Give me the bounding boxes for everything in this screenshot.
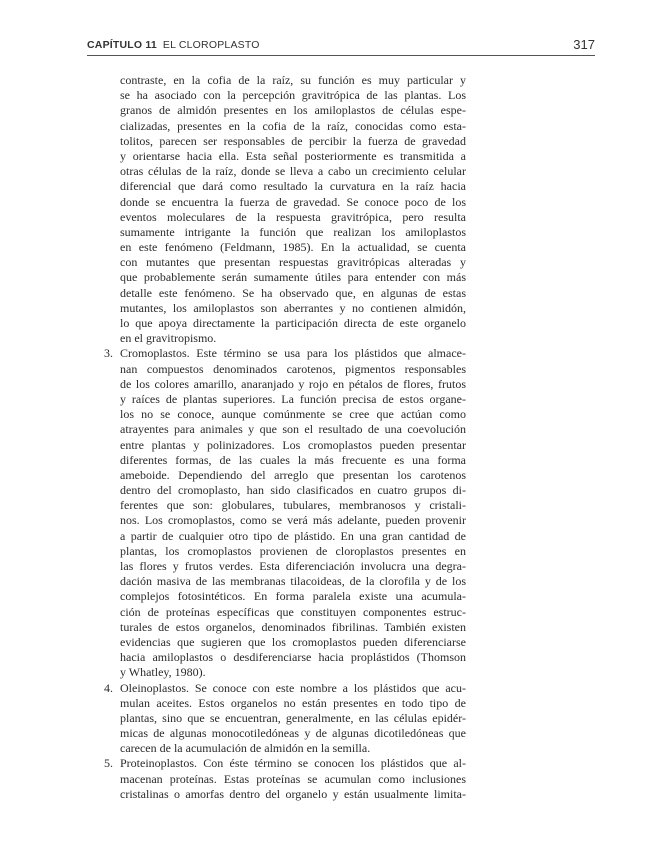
text-line: ameboide. Dependiendo del arreglo que presentan los carotenos [120,467,466,482]
text-line: donde se encuentra la fuerza de gravedad. Se conoce poco de los [120,194,466,209]
text-line: cristalinas o amorfas dentro del organelo y están usualmente limita- [120,786,466,801]
page-number: 317 [573,37,595,52]
numbered-list [104,346,466,802]
text-line: nos. Los cromoplastos, como se verá más adelante, pueden provenir [120,513,466,528]
text-line: las flores y frutos verdes. Esta diferenciación involucra una degra- [120,559,466,573]
text-line: otras células de la raíz, donde se lleva a cabo un crecimiento celular [120,164,466,179]
text-line: ción de proteínas específicas que constituyen componentes estruc- [120,604,466,619]
text-line: dación masiva de las membranas tilacoideas, de la clorofila y de los [120,574,466,589]
text-line: sumamente intrigante la función que realizan los amiloplastos [120,224,466,239]
text-line: hacia amiloplastos o desdiferenciarse hacia proplástidos (Thomson [120,650,466,665]
text-line: macenan proteínas. Estas proteínas se acumulan como inclusiones [120,771,466,786]
text-line: Cromoplastos. Este término se usa para los plástidos que almace- [120,346,466,361]
text-line: atrayentes para animales y que son el resultado de una coevolución [120,422,466,437]
text-line: diferencial que dará como resultado la curvatura en la raíz hacia [120,179,466,194]
text-line: los no se conoce, aunque comúnmente se cree que actúan como [120,407,466,422]
text-line: Proteinoplastos. Con éste término se conocen los plástidos que al- [120,756,466,771]
list-item [104,346,466,680]
text-line: turales de estos organelos, denominados fibrilinas. También existen [120,619,466,634]
text-line: Oleinoplastos. Se conoce con este nombre a los plástidos que acu- [120,680,466,695]
text-line: nan compuestos denominados carotenos, pigmentos responsables [120,361,466,376]
running-head [87,37,595,56]
list-item-number: 4. [104,680,113,695]
text-line: evidencias que sugieren que los cromoplastos pueden diferenciarse [120,634,466,649]
text-line: granos de almidón presentes en los amiloplastos de células espe- [120,103,466,118]
text-line: micas de algunas monocotiledóneas y de algunas dicotiledóneas que [120,726,466,741]
text-line: en este fenómeno (Feldmann, 1985). En la actualidad, se cuenta [120,240,466,255]
text-line: entre plantas y polinizadores. Los cromoplastos pueden presentar [120,437,466,452]
text-line: se ha asociado con la percepción gravitrópica de las plantas. Los [120,88,466,103]
text-line: contraste, en la cofia de la raíz, su función es muy particular y [120,73,466,87]
text-line: plantas, los cromoplastos provienen de cloroplastos presentes en [120,543,466,558]
continuation-paragraph [120,73,466,346]
text-line: ferentes que son: globulares, tubulares, membranosos y cristali- [120,498,466,513]
body-text [104,73,466,802]
text-line: eventos moleculares de la respuesta gravitrópica, pero resulta [120,209,466,224]
text-line: cializadas, presentes en la cofia de la raíz, conocidas como esta- [120,118,466,133]
text-line: y raíces de plantas superiores. La función precisa de estos organe- [120,391,466,406]
text-line: tolitos, parecen ser responsables de percibir la fuerza de gravedad [120,133,466,148]
text-line: en el gravitropismo. [120,331,217,346]
text-line: dentro del cromoplasto, han sido clasificados en cuatro grupos di- [120,483,466,498]
list-item-number: 3. [104,346,113,361]
text-line: y orientarse hacia ella. Esta señal posteriormente es transmitida a [120,148,466,163]
text-line: a partir de cualquier otro tipo de plástido. En una gran cantidad de [120,528,466,543]
text-line: detalle este fenómeno. Se ha observado que, en algunas de estas [120,285,466,300]
text-line: diferentes formas, de las cuales la más frecuente es una forma [120,452,466,467]
list-item-number: 5. [104,756,113,771]
text-line: plantas, sino que se encuentran, generalmente, en las células epidér- [120,710,466,725]
text-line: con mutantes que presentan respuestas gravitrópicas alteradas y [120,255,466,270]
text-line: carecen de la acumulación de almidón en la semilla. [120,741,371,756]
text-line: de los colores amarillo, anaranjado y rojo en pétalos de flores, frutos [120,376,466,391]
list-item [104,680,466,757]
text-line: y Whatley, 1980). [120,665,206,680]
chapter-label: CAPÍTULO 11 [87,39,157,51]
text-line: complejos fotosintéticos. En forma paralela existe una acumula- [120,589,466,604]
chapter-heading [87,39,260,51]
text-line: que probablemente serán sumamente útiles para entender con más [120,270,466,285]
text-line: lo que apoya directamente la participación directa de este organelo [120,316,466,330]
text-line: mutantes, los amiloplastos son aberrantes y no contienen almidón, [120,300,466,315]
chapter-title: EL CLOROPLASTO [162,39,260,51]
text-line: mulan aceites. Estos organelos no están presentes en todo tipo de [120,695,466,710]
list-item [104,756,466,802]
